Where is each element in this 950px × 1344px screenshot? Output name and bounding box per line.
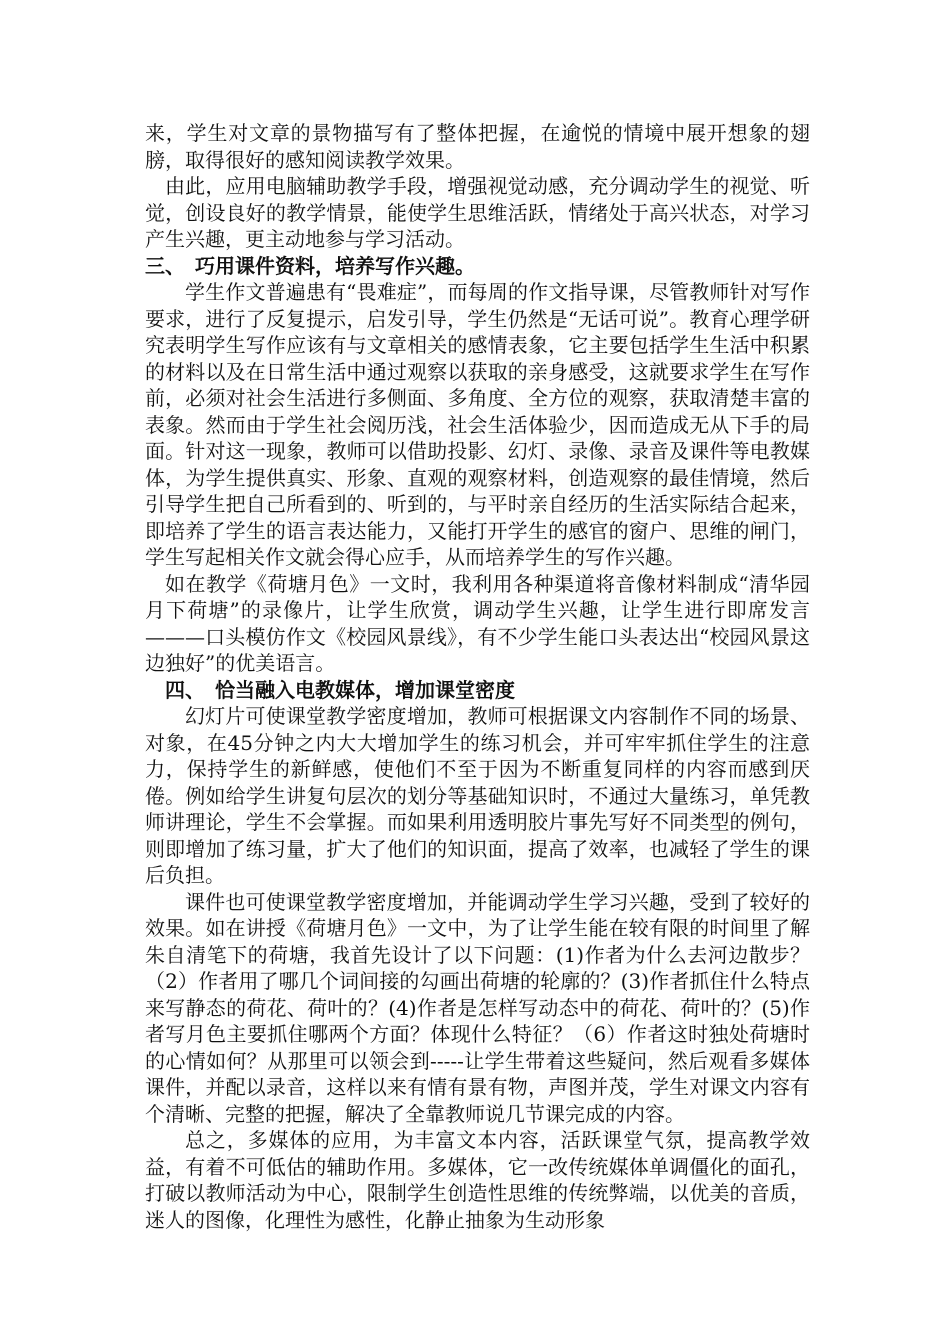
section-heading-3: 三、 巧用课件资料，培养写作兴趣。 [145, 253, 475, 278]
document-body [145, 120, 810, 1233]
paragraph-continuation: 来，学生对文章的景物描写有了整体把握，在逾悦的情境中展开想象的翅膀，取得很好的感知阅读教学效果。 [145, 121, 810, 172]
paragraph-writing-interest: 学生作文普遍患有“畏难症”，而每周的作文指导课，尽管教师针对写作要求，进行了反复提示，启发引导，学生仍然是“无话可说”。教育心理学研究表明学生写作应该有与文章相关的感情表象，它主要包括学生生活中积累的材料以及在日常生活中通过观察以获取的亲身感受，这就要求学生在写作前，必须对社会生活进行多侧面、多角度、全方位的观察，获取清楚丰富的表象。然而由于学生社会阅历浅，社会生活体验少，因而造成无从下手的局面。针对这一现象，教师可以借助投影、幻灯、录像、录音及课件等电教媒体，为学生提供真实、形象、直观的观察材料，创造观察的最佳情境，然后引导学生把自己所看到的、听到的，与平时亲自经历的生活实际结合起来，即培养了学生的语言表达能力，又能打开学生的感官的窗户、思维的闸门，学生写起相关作文就会得心应手，从而培养学生的写作兴趣。 [145, 280, 810, 569]
paragraph-example-hetang: 如在教学《荷塘月色》一文时，我利用各种渠道将音像材料制成“清华园月下荷塘”的录像片，让学生欣赏，调动学生兴趣，让学生进行即席发言———口头模仿作文《校园风景线》，有不少学生能口头表达出“校园风景这边独好”的优美语言。 [145, 571, 810, 675]
paragraph-slides: 幻灯片可使课堂教学密度增加，教师可根据课文内容制作不同的场景、对象，在45分钟之内大大增加学生的练习机会，并可牢牢抓住学生的注意力，保持学生的新鲜感，使他们不至于因为不断重复同样的内容而感到厌倦。例如给学生讲复句层次的划分等基础知识时，不通过大量练习，单凭教师讲理论，学生不会掌握。而如果利用透明胶片事先写好不同类型的例句，则即增加了练习量，扩大了他们的知识面，提高了效率，也减轻了学生的课后负担。 [145, 704, 810, 887]
paragraph-conclusion: 总之，多媒体的应用，为丰富文本内容，活跃课堂气氛，提高教学效益，有着不可低估的辅助作用。多媒体，它一改传统媒体单调僵化的面孔，打破以教师活动为中心，限制学生创造性思维的传统弊端，以优美的音质，迷人的图像，化理性为感性，化静止抽象为生动形象 [145, 1128, 810, 1232]
paragraph-courseware: 课件也可使课堂教学密度增加，并能调动学生学习兴趣，受到了较好的效果。如在讲授《荷塘月色》一文中，为了让学生能在较有限的时间里了解朱自清笔下的荷塘，我首先设计了以下问题：(1)作者为什么去河边散步？（2）作者用了哪几个词间接的勾画出荷塘的轮廓的？(3)作者抓住什么特点来写静态的荷花、荷叶的？(4)作者是怎样写动态中的荷花、荷叶的？(5)作者写月色主要抓住哪两个方面？体现什么特征？（6）作者这时独处荷塘时的心情如何？从那里可以领会到-----让学生带着这些疑问，然后观看多媒体课件，并配以录音，这样以来有情有景有物，声图并茂，学生对课文内容有个清晰、完整的把握，解决了全靠教师说几节课完成的内容。 [145, 889, 810, 1126]
section-heading-4: 四、 恰当融入电教媒体，增加课堂密度 [165, 677, 515, 702]
paragraph-summary: 由此，应用电脑辅助教学手段，增强视觉动感，充分调动学生的视觉、听觉，创设良好的教学情景，能使学生思维活跃，情绪处于高兴状态，对学习产生兴趣，更主动地参与学习活动。 [145, 174, 810, 251]
